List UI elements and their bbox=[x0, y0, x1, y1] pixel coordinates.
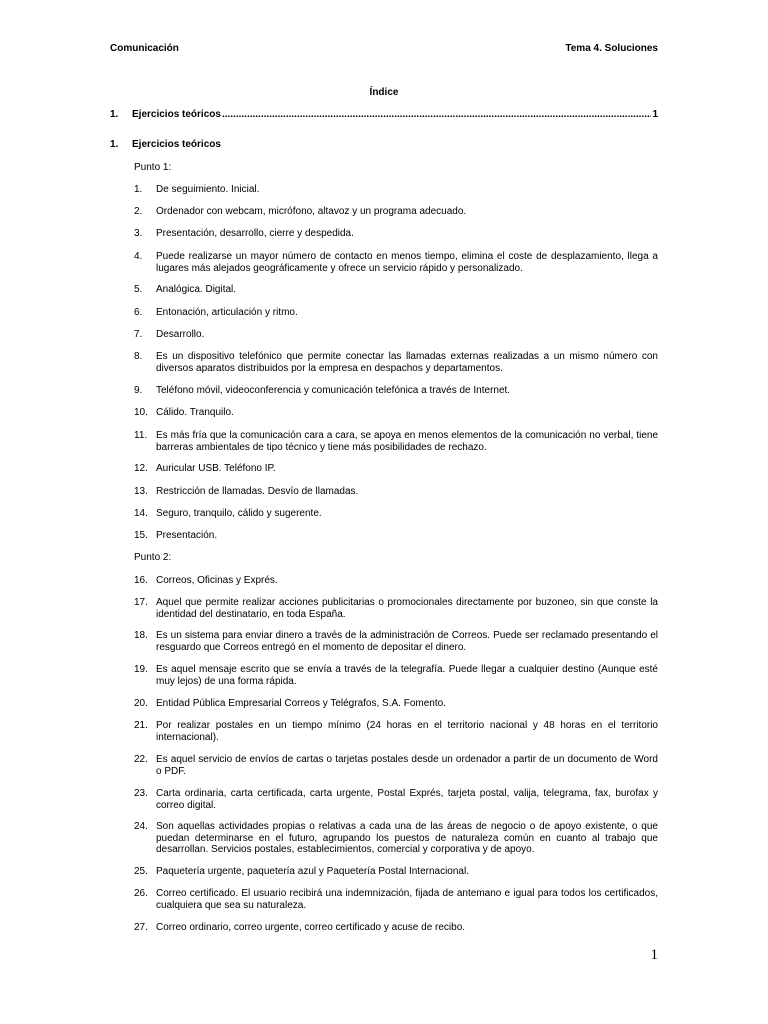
toc-entry[interactable] bbox=[110, 109, 658, 120]
item-number: 27. bbox=[134, 922, 148, 933]
item-number: 14. bbox=[134, 508, 148, 519]
item-text: Puede realizarse un mayor número de contacto en menos tiempo, elimina el coste de desplazamiento, llega a lugares más alejados geográficamente y ofrece un servicio rápido y personalizado. bbox=[156, 251, 658, 274]
item-number: 12. bbox=[134, 463, 148, 474]
list-item bbox=[134, 575, 658, 587]
item-number: 6. bbox=[134, 307, 143, 318]
item-number: 2. bbox=[134, 206, 143, 217]
item-text: Entidad Pública Empresarial Correos y Telégrafos, S.A. Fomento. bbox=[156, 698, 446, 709]
item-number: 3. bbox=[134, 228, 143, 239]
toc-entry-label: Ejercicios teóricos bbox=[132, 109, 221, 120]
list-item bbox=[134, 922, 658, 934]
item-text: De seguimiento. Inicial. bbox=[156, 184, 260, 195]
punto-1-label: Punto 1: bbox=[134, 162, 172, 173]
item-number: 4. bbox=[134, 251, 143, 262]
list-item bbox=[134, 508, 658, 520]
item-text: Entonación, articulación y ritmo. bbox=[156, 307, 298, 318]
list-item bbox=[134, 407, 658, 419]
item-number: 17. bbox=[134, 597, 148, 608]
item-number: 15. bbox=[134, 530, 148, 541]
item-text: Por realizar postales en un tiempo mínimo (24 horas en el territorio nacional y 48 horas en el territorio internacional). bbox=[156, 720, 658, 743]
item-text: Es más fría que la comunicación cara a cara, se apoya en menos elementos de la comunicación no verbal, tiene barreras ambientales de tipo técnico y tiene más posibilidades de rechazo. bbox=[156, 430, 658, 453]
item-number: 25. bbox=[134, 866, 148, 877]
toc-entry-number: 1. bbox=[110, 109, 119, 120]
item-number: 23. bbox=[134, 788, 148, 799]
item-number: 19. bbox=[134, 664, 148, 675]
item-text: Correo ordinario, correo urgente, correo certificado y acuse de recibo. bbox=[156, 922, 466, 933]
item-number: 24. bbox=[134, 821, 148, 832]
list-item bbox=[134, 597, 658, 620]
item-text: Es un sistema para enviar dinero a través de la administración de Correos. Puede ser reclamado presentando el resguardo que Correos entregó en el momento de depositar el dinero. bbox=[156, 630, 658, 653]
item-number: 7. bbox=[134, 329, 143, 340]
list-item bbox=[134, 664, 658, 687]
section-title: Ejercicios teóricos bbox=[132, 139, 221, 150]
item-number: 18. bbox=[134, 630, 148, 641]
item-text: Es un dispositivo telefónico que permite conectar las llamadas externas realizadas a un mismo número con diversos aparatos distribuidos por la empresa en despachos y departamentos. bbox=[156, 351, 658, 374]
section-heading bbox=[110, 139, 221, 150]
item-text: Correo certificado. El usuario recibirá una indemnización, fijada de antemano e igual para todos los certificados, cualquiera que sea su naturaleza. bbox=[156, 888, 658, 911]
item-text: Paquetería urgente, paquetería azul y Paquetería Postal Internacional. bbox=[156, 866, 469, 877]
item-text: Es aquel mensaje escrito que se envía a través de la telegrafía. Puede llegar a cualquier destino (Aunque esté muy lejos) de una forma rápida. bbox=[156, 664, 658, 687]
list-item bbox=[134, 530, 658, 542]
list-item bbox=[134, 866, 658, 878]
item-number: 1. bbox=[134, 184, 143, 195]
item-text: Restricción de llamadas. Desvío de llamadas. bbox=[156, 486, 359, 497]
item-text: Es aquel servicio de envíos de cartas o tarjetas postales desde un ordenador a partir de un documento de Word o PDF. bbox=[156, 754, 658, 777]
item-text: Ordenador con webcam, micrófono, altavoz y un programa adecuado. bbox=[156, 206, 467, 217]
list-item bbox=[134, 430, 658, 453]
list-item bbox=[134, 821, 658, 856]
item-number: 20. bbox=[134, 698, 148, 709]
list-item bbox=[134, 351, 658, 374]
list-item bbox=[134, 228, 658, 240]
list-item bbox=[134, 486, 658, 498]
item-number: 10. bbox=[134, 407, 148, 418]
list-item bbox=[134, 307, 658, 319]
page-number: 1 bbox=[650, 947, 658, 963]
item-text: Desarrollo. bbox=[156, 329, 205, 340]
item-text: Carta ordinaria, carta certificada, carta urgente, Postal Exprés, tarjeta postal, valija, telegrama, fax, burofax y correo digital. bbox=[156, 788, 658, 811]
item-number: 5. bbox=[134, 284, 143, 295]
item-number: 26. bbox=[134, 888, 148, 899]
item-text: Seguro, tranquilo, cálido y sugerente. bbox=[156, 508, 322, 519]
list-item bbox=[134, 284, 658, 296]
item-text: Cálido. Tranquilo. bbox=[156, 407, 234, 418]
toc-title: Índice bbox=[369, 87, 399, 98]
item-number: 9. bbox=[134, 385, 143, 396]
item-number: 8. bbox=[134, 351, 143, 362]
item-text: Son aquellas actividades propias o relativas a cada una de las áreas de negocio o de apoyo existente, o que puedan determinarse en el futuro, agrupando los puestos de naturaleza común en cuanto al trabajo que desarrollan. Servicios postales, establecimientos, comercial y corporativa y de apoyo. bbox=[156, 821, 658, 855]
list-item bbox=[134, 754, 658, 777]
item-text: Presentación, desarrollo, cierre y despedida. bbox=[156, 228, 354, 239]
item-number: 16. bbox=[134, 575, 148, 586]
item-number: 13. bbox=[134, 486, 148, 497]
item-text: Analógica. Digital. bbox=[156, 284, 237, 295]
item-number: 21. bbox=[134, 720, 148, 731]
list-item bbox=[134, 888, 658, 911]
list-item bbox=[134, 630, 658, 653]
header-subject: Comunicación bbox=[110, 43, 179, 54]
item-number: 22. bbox=[134, 754, 148, 765]
item-number: 11. bbox=[134, 430, 148, 441]
list-item bbox=[134, 206, 658, 218]
list-item bbox=[134, 184, 658, 196]
item-text: Presentación. bbox=[156, 530, 218, 541]
header-topic: Tema 4. Soluciones bbox=[565, 43, 658, 54]
item-text: Aquel que permite realizar acciones publicitarias o promocionales directamente por buzoneo, sin que conste la identidad del destinatario, en toda España. bbox=[156, 597, 658, 620]
list-item bbox=[134, 720, 658, 743]
list-item bbox=[134, 698, 658, 710]
list-item bbox=[134, 251, 658, 274]
list-item bbox=[134, 788, 658, 811]
item-text: Correos, Oficinas y Exprés. bbox=[156, 575, 278, 586]
punto-2-label: Punto 2: bbox=[134, 552, 172, 563]
list-item bbox=[134, 463, 658, 475]
toc-dot-leader bbox=[222, 109, 652, 120]
item-text: Teléfono móvil, videoconferencia y comunicación telefónica a través de Internet. bbox=[156, 385, 511, 396]
toc-entry-page: 1 bbox=[652, 109, 658, 120]
item-text: Auricular USB. Teléfono IP. bbox=[156, 463, 276, 474]
list-item bbox=[134, 329, 658, 341]
list-item bbox=[134, 385, 658, 397]
section-number: 1. bbox=[110, 139, 119, 150]
